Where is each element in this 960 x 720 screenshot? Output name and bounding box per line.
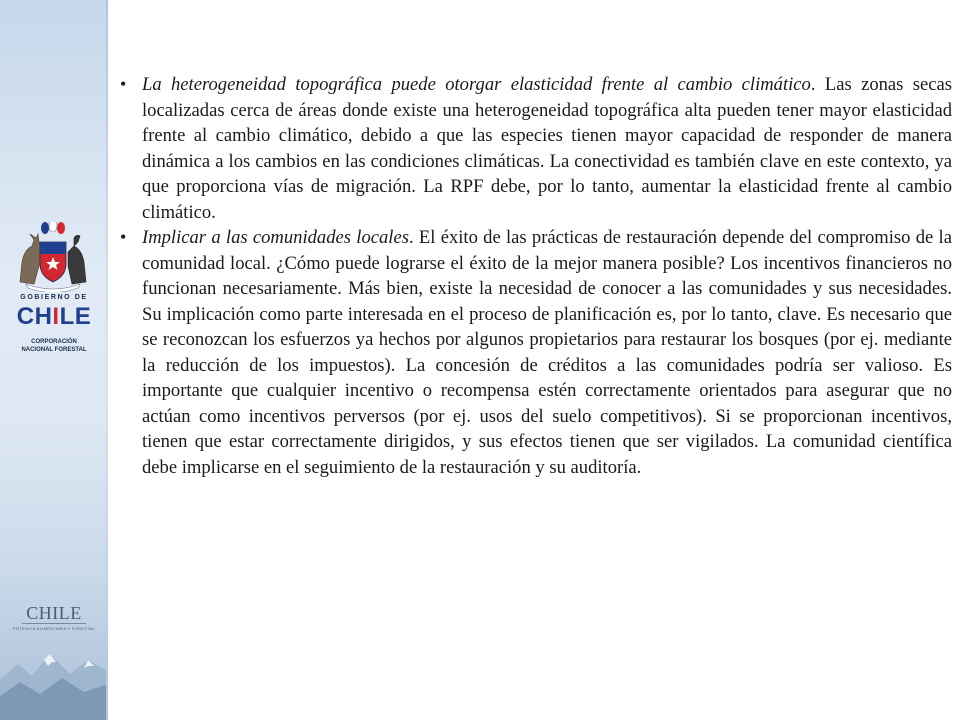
chile-brand-logo: CHILE bbox=[26, 603, 82, 623]
chile-logo-part: LE bbox=[59, 303, 92, 330]
bullet-icon: • bbox=[120, 74, 127, 94]
conaf-label bbox=[4, 338, 104, 354]
chile-logo-part: I bbox=[52, 303, 60, 330]
sidebar bbox=[0, 0, 108, 720]
brand-divider bbox=[22, 623, 86, 624]
mountains-decoration bbox=[0, 640, 108, 720]
conaf-label-line1: CORPORACIÓN bbox=[31, 339, 77, 345]
chile-logo-text bbox=[4, 303, 104, 331]
gobierno-label: GOBIERNO DE bbox=[20, 294, 88, 301]
bullet-icon: • bbox=[120, 227, 127, 247]
conaf-label-line2: NACIONAL FORESTAL bbox=[21, 347, 87, 353]
bullet-body: . El éxito de las prácticas de restauración depende del compromiso de la comunidad local. ¿Cómo puede lograrse el éxito de la mejor manera posible? Los incentivos financieros no funcionan necesariamente. Más bien, existe la necesidad de conocer a las comunidades y sus necesidades. Su implicación como parte interesada en el proceso de planificación es, por lo tanto, clave. Es necesario que se reconozcan los esfuerzos ya hechos por algunos propietarios para restaurar los bosques (por ej. mediante la reducción de los impuestos). La concesión de créditos a las comunidades podría ser valioso. Es importante que cualquier incentivo o recompensa estén correctamente orientados para asegurar que no actúan como incentivos perversos (por ej. usos del suelo competitivos). Si se proporcionan incentivos, tienen que estar correctamente dirigidos, y sus efectos tienen que ser vigilados. La comunidad científica debe implicarse en el seguimiento de la restauración y su auditoría. bbox=[142, 227, 952, 478]
bullet-item bbox=[116, 225, 952, 480]
chile-logo-part: CH bbox=[16, 303, 53, 330]
sidebar-edge bbox=[106, 0, 108, 720]
chile-brand-tagline: POTENCIA ALIMENTARIA Y FORESTAL bbox=[12, 626, 96, 631]
bullet-lead: Implicar a las comunidades locales bbox=[142, 227, 409, 248]
bullet-lead: La heterogeneidad topográfica puede otorgar elasticidad frente al cambio climático bbox=[142, 74, 811, 95]
slide-content bbox=[116, 72, 952, 480]
coat-of-arms-icon bbox=[12, 222, 94, 292]
bullet-body: . Las zonas secas localizadas cerca de áreas donde existe una heterogeneidad topográfica alta pueden tener mayor elasticidad frente al cambio climático, debido a que las especies tienen mayor capacidad de responder de manera dinámica a los cambios en las condiciones climáticas. La conectividad es también clave en este contexto, ya que proporciona vías de migración. La RPF debe, por lo tanto, aumentar la elasticidad frente al cambio climático. bbox=[142, 74, 952, 223]
bullet-item bbox=[116, 72, 952, 225]
